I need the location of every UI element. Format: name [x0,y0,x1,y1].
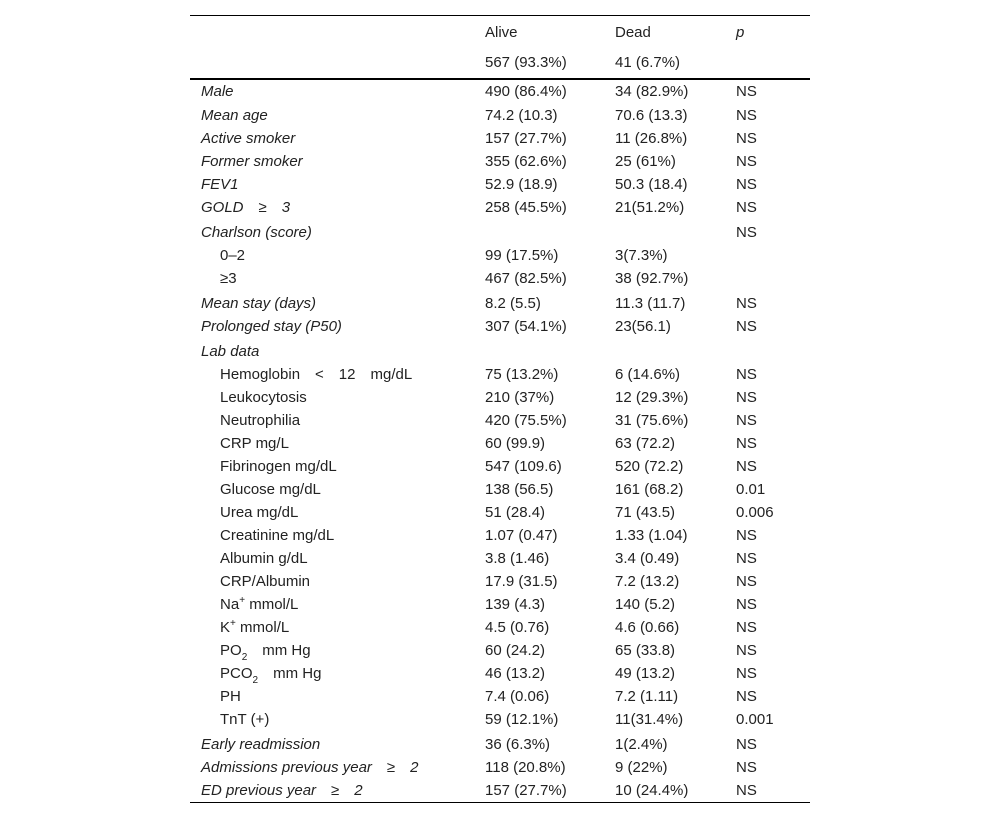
table-row [190,363,810,386]
dead-value: 25 (61%) [615,153,676,170]
alive-value: 51 (28.4) [485,504,546,521]
p-value: NS [736,665,757,682]
alive-value: 59 (12.1%) [485,711,559,728]
row-label: Male [201,83,234,100]
dead-value: 11 (26.8%) [615,130,688,147]
p-value: NS [736,619,757,636]
p-value: NS [736,573,757,590]
alive-value: 99 (17.5%) [485,247,559,264]
p-value: NS [736,389,757,406]
table-row [190,409,810,432]
row-label: $PCO_2$ mm Hg [220,665,322,686]
alive-value: 467 (82.5%) [485,270,567,287]
row-label: K+ mmol/L [220,618,290,636]
alive-value: 46 (13.2) [485,665,546,682]
alive-value: 307 (54.1%) [485,318,567,335]
p-value: NS [736,527,757,544]
alive-value: 157 (27.7%) [485,130,567,147]
table-row [190,455,810,478]
dead-value: 140 (5.2) [615,596,676,613]
table-row [190,616,810,639]
p-value: NS [736,295,757,312]
p-value: 0.001 [736,711,774,728]
p-value: NS [736,596,757,613]
alive-value: 157 (27.7%) [485,782,567,799]
table-row [190,104,810,127]
p-value: NS [736,412,757,429]
table-row [190,708,810,733]
dead-value: 7.2 (13.2) [615,573,680,590]
row-label: Fibrinogen mg/dL [220,458,337,475]
table-row [190,478,810,501]
row-label: ≥3 [220,270,237,287]
dead-value: 34 (82.9%) [615,83,689,100]
p-value: NS [736,366,757,383]
row-label: Active smoker [201,130,296,147]
row-label: Mean stay (days) [201,295,317,312]
dead-value: 3.4 (0.49) [615,550,680,567]
n-dead: 41 (6.7%) [615,54,681,71]
alive-value: 355 (62.6%) [485,153,567,170]
alive-value: 420 (75.5%) [485,412,567,429]
row-label: Admissions previous year ≥ 2 [201,759,419,776]
table-row [190,244,810,267]
row-label: Prolonged stay (P50) [201,318,342,335]
dead-value: 70.6 (13.3) [615,107,688,124]
p-value: NS [736,782,757,799]
p-value: NS [736,435,757,452]
table-header [190,16,810,80]
dead-value: 50.3 (18.4) [615,176,688,193]
p-value: NS [736,458,757,475]
table-row [190,501,810,524]
table-row [190,779,810,802]
table-row [190,432,810,455]
p-value: NS [736,107,757,124]
table-row [190,593,810,616]
dead-value: 1.33 (1.04) [615,527,688,544]
p-value: NS [736,153,757,170]
dead-value: 161 (68.2) [615,481,684,498]
row-label: Lab data [201,343,260,360]
row-label: Albumin g/dL [220,550,308,567]
dead-value: 6 (14.6%) [615,366,681,383]
p-value: NS [736,224,757,241]
dead-value: 21(51.2%) [615,199,685,216]
row-label: Charlson (score) [201,224,312,241]
row-label: Urea mg/dL [220,504,299,521]
row-label: Mean age [201,107,268,124]
p-value: NS [736,176,757,193]
row-label: Creatinine mg/dL [220,527,335,544]
row-label: CRP/Albumin [220,573,311,590]
table-row [190,570,810,593]
alive-value: 1.07 (0.47) [485,527,558,544]
table-row [190,267,810,292]
row-label: CRP mg/L [220,435,289,452]
dead-value: 65 (33.8) [615,642,676,659]
alive-value: 4.5 (0.76) [485,619,550,636]
dead-value: 520 (72.2) [615,458,684,475]
alive-value: 74.2 (10.3) [485,107,558,124]
alive-value: 60 (99.9) [485,435,546,452]
table-row [190,80,810,104]
dead-value: 12 (29.3%) [615,389,689,406]
row-label: Neutrophilia [220,412,301,429]
dead-value: 38 (92.7%) [615,270,689,287]
dead-value: 1(2.4%) [615,736,668,753]
p-value: NS [736,199,757,216]
table-row [190,685,810,708]
dead-value: 31 (75.6%) [615,412,689,429]
alive-value: 210 (37%) [485,389,555,406]
row-label: Na+ mmol/L [220,595,299,613]
row-label: Hemoglobin < 12 mg/dL [220,366,413,383]
dead-value: 3(7.3%) [615,247,668,264]
alive-value: 75 (13.2%) [485,366,559,383]
dead-value: 23(56.1) [615,318,671,335]
table-row [190,315,810,340]
results-table [190,15,810,803]
row-label: Early readmission [201,736,321,753]
p-value: NS [736,318,757,335]
alive-value: 139 (4.3) [485,596,546,613]
p-value: NS [736,759,757,776]
row-label: GOLD ≥ 3 [201,199,291,216]
table-row [190,733,810,756]
alive-value: 52.9 (18.9) [485,176,558,193]
dead-value: 7.2 (1.11) [615,688,679,705]
alive-value: 60 (24.2) [485,642,546,659]
p-value: NS [736,688,757,705]
alive-value: 3.8 (1.46) [485,550,550,567]
n-alive: 567 (93.3%) [485,54,567,71]
table-row [190,196,810,221]
alive-value: 490 (86.4%) [485,83,567,100]
table-row [190,639,810,662]
row-label: TnT (+) [220,711,270,728]
table-row [190,756,810,779]
row-label: $PO_2$ mm Hg [220,642,311,663]
alive-value: 118 (20.8%) [485,759,566,776]
dead-value: 49 (13.2) [615,665,676,682]
p-value: 0.006 [736,504,774,521]
alive-value: 138 (56.5) [485,481,554,498]
dead-value: 4.6 (0.66) [615,619,680,636]
dead-value: 11.3 (11.7) [615,295,686,312]
alive-value: 8.2 (5.5) [485,295,541,312]
row-label: ED previous year ≥ 2 [201,782,363,799]
row-label: PH [220,688,241,705]
table-row [190,386,810,409]
p-value: NS [736,130,757,147]
p-value: NS [736,642,757,659]
row-label: 0–2 [220,247,246,264]
p-value: NS [736,736,757,753]
row-label: Former smoker [201,153,303,170]
p-value: 0.01 [736,481,766,498]
dead-value: 71 (43.5) [615,504,676,521]
alive-value: 36 (6.3%) [485,736,551,753]
dead-value: 63 (72.2) [615,435,676,452]
table-row [190,547,810,570]
table-body [190,80,810,802]
table-row [190,662,810,685]
p-value: NS [736,83,757,100]
dead-value: 9 (22%) [615,759,668,776]
dead-value: 11(31.4%) [615,711,684,728]
table-row [190,150,810,173]
col-header-dead: Dead [615,24,651,41]
table-row [190,340,810,363]
table-row [190,524,810,547]
col-header-alive: Alive [485,24,518,41]
alive-value: 17.9 (31.5) [485,573,558,590]
col-header-p: p [736,24,745,41]
alive-value: 547 (109.6) [485,458,562,475]
row-label: FEV1 [201,176,239,193]
table-row [190,127,810,150]
table-row [190,173,810,196]
dead-value: 10 (24.4%) [615,782,689,799]
row-label: Glucose mg/dL [220,481,321,498]
alive-value: 7.4 (0.06) [485,688,550,705]
row-label: Leukocytosis [220,389,307,406]
alive-value: 258 (45.5%) [485,199,567,216]
table-row [190,292,810,315]
p-value: NS [736,550,757,567]
table-row [190,221,810,244]
